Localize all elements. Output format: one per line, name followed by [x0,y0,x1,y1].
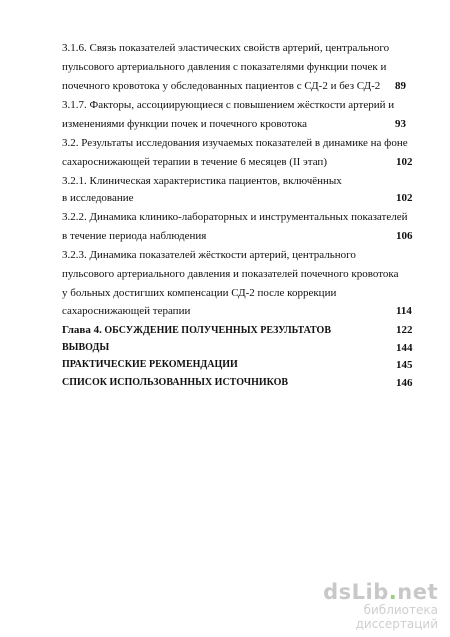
toc-page-number: 93 [395,118,406,130]
toc-line: в исследование [62,192,134,204]
toc-line: почечного кровотока у обследованных пациентов с СД-2 и без СД-2 [62,80,381,92]
toc-line: 3.2.3. Динамика показателей жёсткости артерий, центрального [62,249,356,261]
toc-line: сахароснижающей терапии в течение 6 месяцев (II этап) [62,156,327,168]
logo-dot: . [388,580,398,604]
toc-page-number: 146 [396,377,413,389]
toc-line: 3.2.1. Клиническая характеристика пациентов, включённых [62,175,342,187]
toc-references: СПИСОК ИСПОЛЬЗОВАННЫХ ИСТОЧНИКОВ [62,377,289,388]
dslib-logo [318,581,438,603]
toc-line: пульсового артериального давления с показателями функции почек и [62,61,387,73]
toc-page-number: 144 [396,342,413,354]
toc-line: у больных достигших компенсации СД-2 после коррекции [62,287,337,299]
toc-page-number: 122 [396,324,413,336]
toc-page-number: 102 [396,156,413,168]
toc-chapter-4 [62,323,331,338]
chapter-4-lead: Глава 4. [62,324,102,336]
dslib-watermark [318,581,438,631]
logo-main-text: dsLib [323,580,389,604]
toc-line: 3.2.2. Динамика клинико-лабораторных и инструментальных показателей [62,211,408,223]
toc-line: в течение периода наблюдения [62,230,207,242]
toc-page-number: 114 [396,305,412,317]
toc-page-number: 145 [396,359,413,371]
toc-conclusions: ВЫВОДЫ [62,342,110,353]
toc-recommendations: ПРАКТИЧЕСКИЕ РЕКОМЕНДАЦИИ [62,359,238,370]
toc-line: 3.2. Результаты исследования изучаемых показателей в динамике на фоне [62,137,408,149]
toc-line: 3.1.6. Связь показателей эластических свойств артерий, центрального [62,42,390,54]
toc-page-number: 106 [396,230,413,242]
toc-line: пульсового артериального давления и показателей почечного кровотока [62,268,399,280]
toc-line: изменениями функции почек и почечного кровотока [62,118,308,130]
toc-page-number: 89 [395,80,406,92]
logo-tld-text: net [397,580,438,604]
watermark-subtitle: библиотека диссертаций [355,603,438,631]
toc-page-number: 102 [396,192,413,204]
chapter-4-title: ОБСУЖДЕНИЕ ПОЛУЧЕННЫХ РЕЗУЛЬТАТОВ [101,325,332,336]
toc-line: 3.1.7. Факторы, ассоциирующиеся с повышением жёсткости артерий и [62,99,395,111]
toc-line: сахароснижающей терапии [62,305,191,317]
